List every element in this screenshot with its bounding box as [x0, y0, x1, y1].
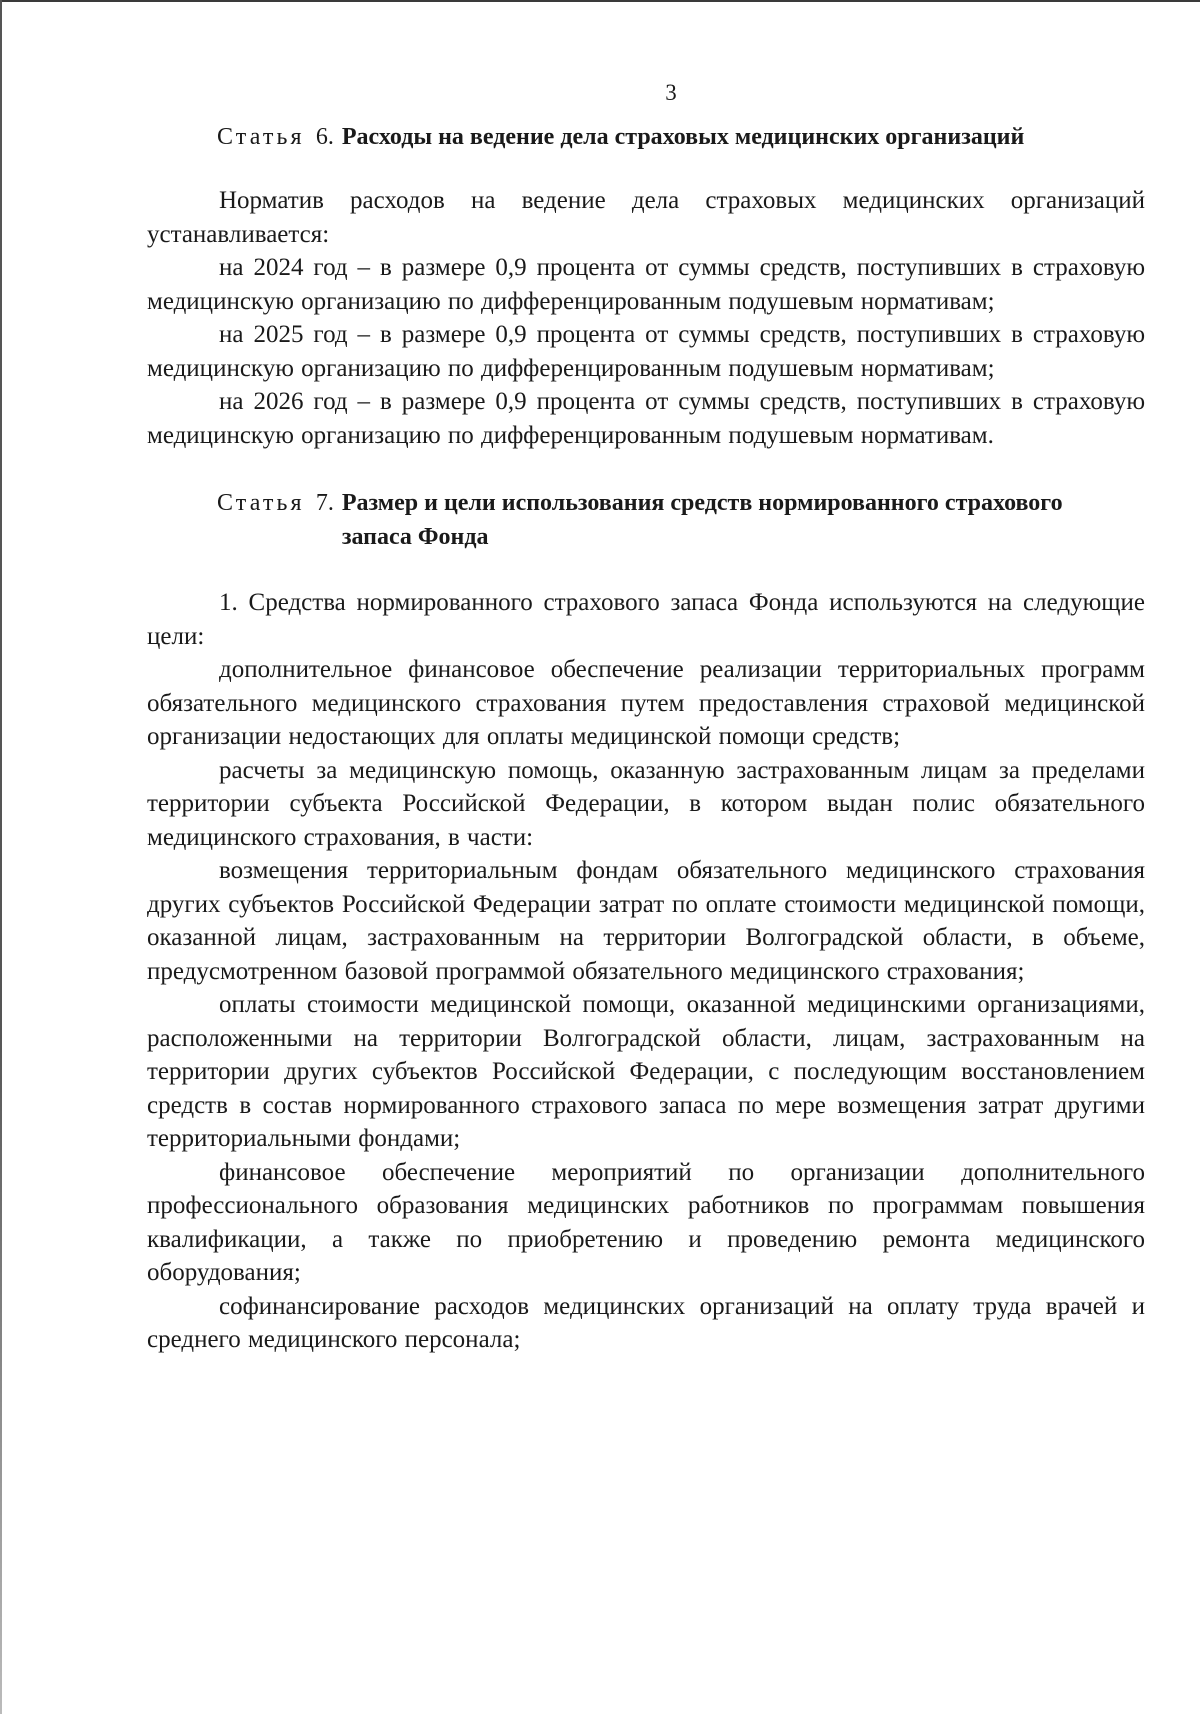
article-7-label-word: Статья	[217, 490, 305, 516]
article-7-paragraph: финансовое обеспечение мероприятий по организации дополнительного профессионального образования медицинских работников по программам повышения квалификации, а также по приобретению и проведению ремонта медицинского оборудования;	[147, 1158, 1145, 1286]
article-7-paragraph: расчеты за медицинскую помощь, оказанную застрахованным лицам за пределами территории субъекта Российской Федерации, в котором выдан полис обязательного медицинского страхования, в части:	[147, 756, 1145, 851]
article-6-title: Расходы на ведение дела страховых медицинских организаций	[341, 124, 1025, 150]
article-7-paragraph: оплаты стоимости медицинской помощи, оказанной медицинскими организациями, расположенными на территории Волгоградской области, лицам, застрахованным на территории других субъектов Российской Федерации, с последующим восстановлением средств в состав нормированного страхового запаса по мере возмещения затрат другими территориальными фондами;	[147, 991, 1145, 1152]
article-6-number: 6.	[315, 124, 334, 150]
article-7-paragraph: софинансирование расходов медицинских организаций на оплату труда врачей и среднего медицинского персонала;	[147, 1292, 1145, 1353]
article-7-number: 7.	[315, 490, 334, 516]
article-7-label	[147, 486, 334, 554]
article-7-paragraph: возмещения территориальным фондам обязательного медицинского страхования других субъектов Российской Федерации затрат по оплате стоимости медицинской помощи, оказанной лицам, застрахованным на территории Волгоградской области, в объеме, предусмотренном базовой программой обязательного медицинского страхования;	[147, 857, 1145, 985]
document-page	[147, 70, 1145, 1357]
scan-edge-top	[0, 0, 1200, 2]
page-number: 3	[665, 80, 677, 105]
article-6-paragraph: на 2026 год – в размере 0,9 процента от суммы средств, поступивших в страховую медицинскую организацию по дифференцированным подушевым нормативам.	[147, 388, 1145, 449]
article-7-paragraph: дополнительное финансовое обеспечение реализации территориальных программ обязательного медицинского страхования путем предоставления страховой медицинской организации недостающих для оплаты медицинской помощи средств;	[147, 656, 1145, 750]
article-6-label	[147, 120, 334, 154]
article-6-paragraph: Норматив расходов на ведение дела страховых медицинских организаций устанавливается:	[147, 187, 1145, 248]
article-6-heading	[147, 120, 1145, 154]
article-7-paragraph: 1. Средства нормированного страхового запаса Фонда используются на следующие цели:	[147, 589, 1145, 650]
article-6-paragraph: на 2025 год – в размере 0,9 процента от суммы средств, поступивших в страховую медицинскую организацию по дифференцированным подушевым нормативам;	[147, 321, 1145, 382]
article-6-label-word: Статья	[217, 124, 305, 150]
article-6-paragraph: на 2024 год – в размере 0,9 процента от суммы средств, поступивших в страховую медицинскую организацию по дифференцированным подушевым нормативам;	[147, 254, 1145, 315]
article-7-title: Размер и цели использования средств нормированного страхового запаса Фонда	[341, 490, 1063, 550]
article-7-heading	[147, 486, 1145, 554]
scan-edge-left	[0, 0, 2, 1714]
